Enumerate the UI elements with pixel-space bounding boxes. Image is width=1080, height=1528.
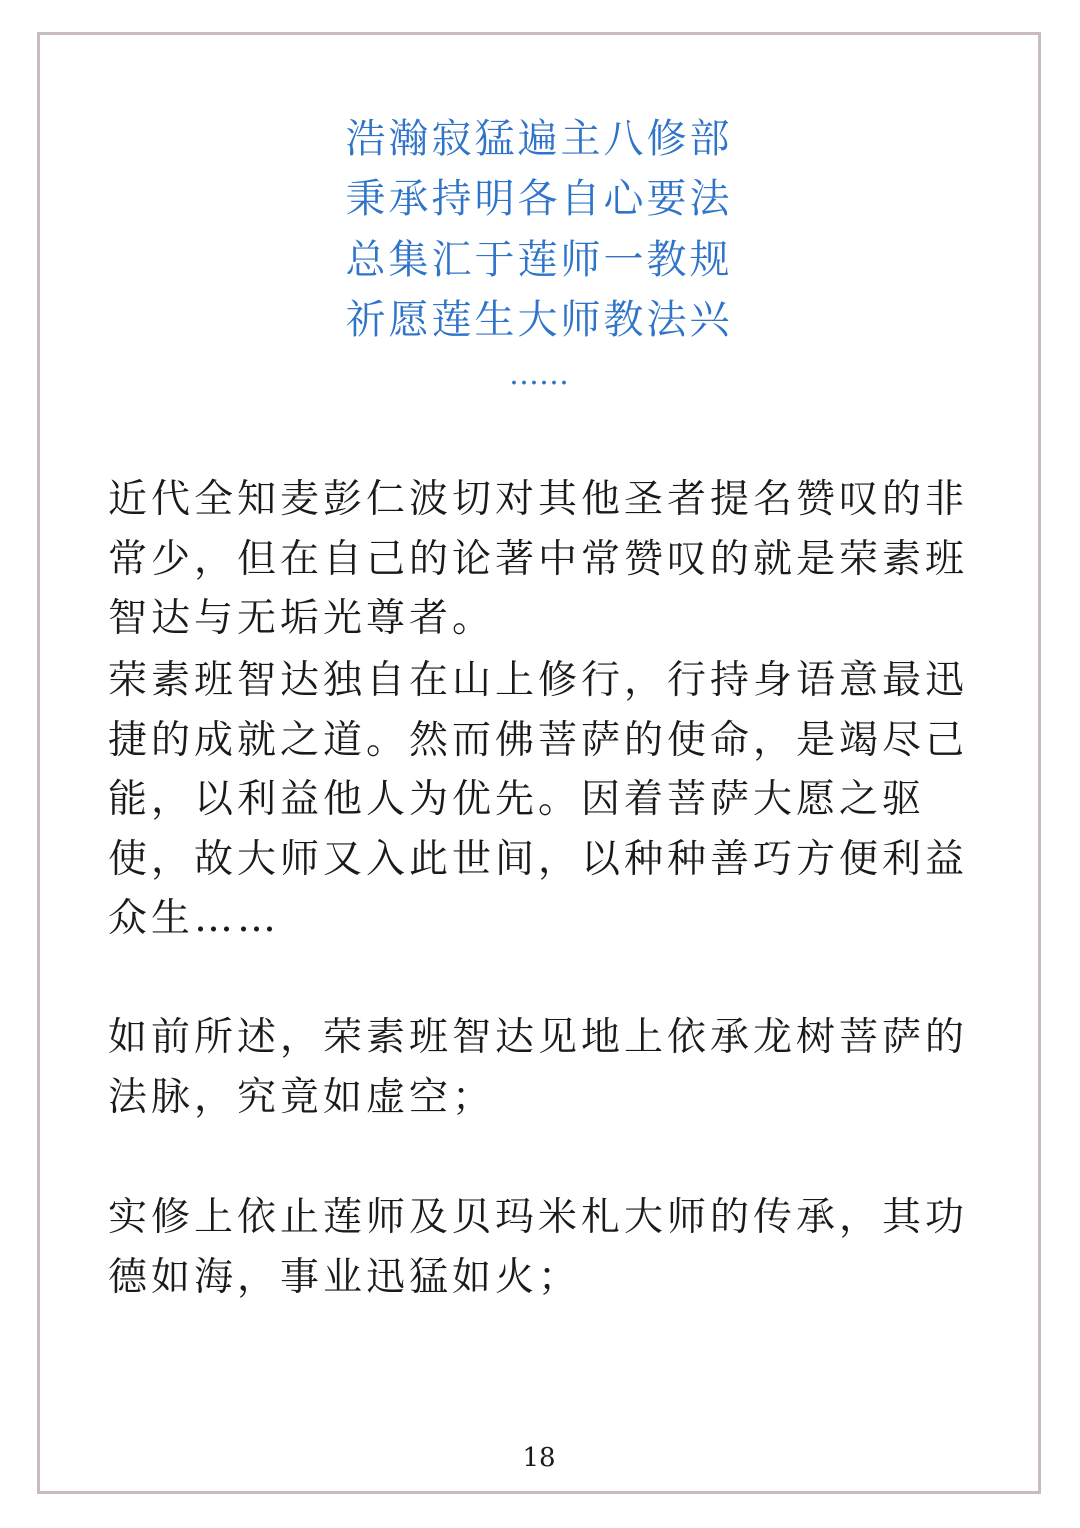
paragraph-line: 德如海，事业迅猛如火； (108, 1254, 582, 1300)
paragraph-line: 能，以利益他人为优先。因着菩萨大愿之驱 (108, 777, 926, 822)
paragraph-2 (108, 651, 988, 949)
verse-line: 总集汇于莲师一教规 (345, 237, 733, 283)
verse-line: 祈愿莲生大师教法兴 (345, 297, 733, 343)
verse-ellipsis: …… (509, 357, 569, 392)
paragraph-line: 众生…… (108, 896, 281, 941)
paragraph-line: 常少，但在自己的论著中常赞叹的就是荣素班 (108, 536, 969, 582)
paragraph-line: 捷的成就之道。然而佛菩萨的使命，是竭尽己 (108, 717, 969, 763)
page-frame (37, 32, 1041, 1494)
page-number: 18 (522, 1443, 556, 1473)
paragraph-line: 实修上依止莲师及贝玛米札大师的传承，其功 (108, 1195, 969, 1240)
paragraph-line: 使，故大师又入此世间，以种种善巧方便利益 (108, 836, 969, 882)
paragraph-line: 荣素班智达独自在山上修行，行持身语意最迅 (108, 658, 969, 703)
paragraph-1 (108, 470, 988, 649)
paragraph-line: 如前所述，荣素班智达见地上依承龙树菩萨的 (108, 1015, 969, 1060)
paragraph-3 (108, 1008, 988, 1127)
paragraph-line: 智达与无垢光尊者。 (108, 596, 496, 641)
paragraph-4 (108, 1188, 988, 1307)
paragraph-line: 近代全知麦彭仁波切对其他圣者提名赞叹的非 (108, 477, 969, 522)
verse-line: 浩瀚寂猛遍主八修部 (345, 116, 733, 162)
verse-line: 秉承持明各自心要法 (345, 176, 733, 222)
paragraph-line: 法脉，究竟如虚空； (108, 1074, 496, 1120)
